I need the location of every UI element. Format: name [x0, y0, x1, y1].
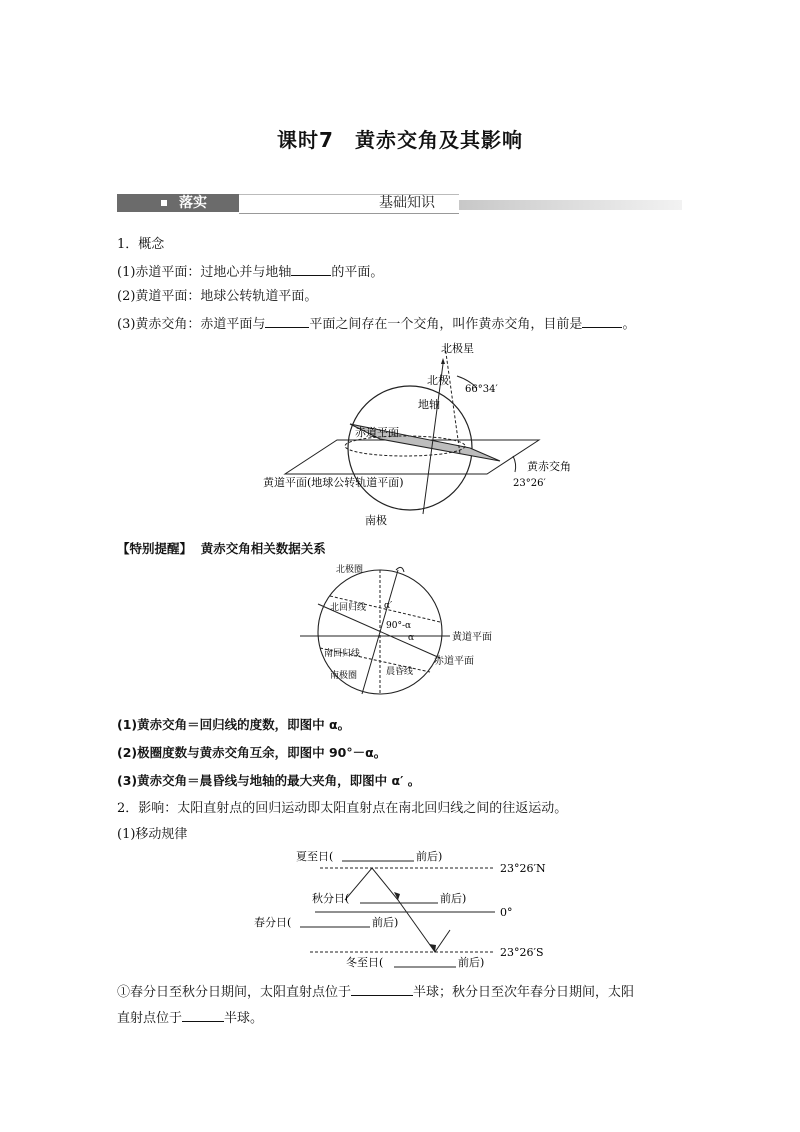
label-arctic-circle: 北极圈	[336, 565, 364, 575]
tip-text: 黄赤交角相关数据关系	[200, 541, 326, 556]
concept-obliquity-text-b: 平面之间存在一个交角，叫作黄赤交角，目前是	[309, 317, 583, 332]
arrow-icon	[429, 944, 436, 952]
answer-blank[interactable]	[182, 1008, 224, 1022]
section1-heading: 1．概念	[117, 237, 165, 252]
answer-blank[interactable]	[582, 314, 622, 328]
label-autumn-b: 前后)	[440, 892, 467, 905]
label-spring-b: 前后)	[372, 916, 399, 929]
tip-line	[117, 540, 326, 558]
section2-sub1: (1)移动规律	[117, 827, 188, 842]
note-1: (1)黄赤交角＝回归线的度数，即图中 α。	[117, 717, 351, 732]
banner-dark-block	[117, 194, 239, 212]
label-antarctic-circle: 南极圈	[330, 671, 358, 681]
label-alpha: α	[408, 633, 415, 643]
label-south-pole: 南极	[365, 514, 387, 527]
concept-equator-text-a: (1)赤道平面：过地心并与地轴	[117, 265, 292, 280]
note-3: (3)黄赤交角＝晨昏线与地轴的最大夹角，即图中 α′ 。	[117, 773, 421, 788]
label-summer-a: 夏至日(	[296, 850, 334, 863]
concept-equator-text-b: 的平面。	[331, 265, 384, 280]
label-obliquity: 黄赤交角	[527, 460, 571, 473]
page-title: 课时7 黄赤交角及其影响	[277, 128, 523, 152]
label-lat-zero: 0°	[500, 906, 513, 919]
answer-blank[interactable]	[265, 314, 309, 328]
concept-obliquity-line	[117, 314, 635, 334]
label-lat-south: 23°26′S	[500, 946, 544, 959]
tip-tag: 【特别提醒】	[117, 541, 193, 556]
question1-text-a: ①春分日至秋分日期间，太阳直射点位于	[117, 985, 352, 1000]
label-ecliptic: 黄道平面	[452, 632, 492, 643]
banner-left-label: 落实	[179, 195, 207, 211]
label-tropic-cancer: 北回归线	[330, 603, 367, 613]
north-star-icon	[441, 358, 445, 364]
label-terminator: 晨昏线	[386, 667, 414, 677]
latitude-relation-diagram	[300, 560, 520, 700]
banner-fade-bar	[459, 200, 682, 210]
answer-blank[interactable]	[291, 262, 331, 276]
section2-heading: 2．影响：太阳直射点的回归运动即太阳直射点在南北回归线之间的往返运动。	[117, 801, 568, 816]
label-equator-plane: 赤道平面	[355, 426, 399, 439]
obliquity-globe-diagram	[255, 336, 571, 528]
movement-path	[345, 868, 450, 952]
label-north-pole: 北极	[427, 374, 449, 387]
concept-obliquity-text-a: (3)黄赤交角：赤道平面与	[117, 317, 266, 332]
label-angle-top: 66°34′	[465, 384, 498, 395]
note-2: (2)极圈度数与黄赤交角互余，即图中 90°－α。	[117, 745, 387, 760]
question1-line1	[117, 982, 634, 1002]
label-summer-b: 前后)	[416, 850, 443, 863]
label-tropic-capricorn: 南回归线	[324, 649, 361, 659]
section-banner	[117, 194, 682, 214]
label-autumn-a: 秋分日(	[312, 892, 350, 905]
label-ecliptic-plane: 黄道平面(地球公转轨道平面)	[263, 476, 404, 489]
label-alpha-prime: α′	[384, 601, 393, 611]
label-north-star: 北极星	[441, 342, 474, 355]
label-equator: 赤道平面	[434, 656, 474, 667]
banner-right-label: 基础知识	[379, 195, 435, 211]
question1-text-c: 直射点位于	[117, 1011, 183, 1026]
label-winter-b: 前后)	[458, 956, 485, 969]
label-ninety-minus-alpha: 90°-α	[386, 621, 412, 631]
label-axis: 地轴	[418, 398, 440, 411]
square-bullet-icon	[161, 200, 167, 206]
concept-obliquity-text-c: 。	[622, 317, 636, 332]
label-angle-side: 23°26′	[513, 478, 546, 489]
concept-ecliptic-line: (2)黄道平面：地球公转轨道平面。	[117, 289, 318, 304]
angle-arc-side	[513, 456, 516, 472]
sun-movement-diagram	[250, 848, 560, 972]
concept-equator-line	[117, 262, 383, 282]
label-winter-a: 冬至日(	[346, 956, 384, 969]
question1-text-d: 半球。	[224, 1011, 264, 1026]
question1-line2	[117, 1008, 263, 1028]
label-lat-north: 23°26′N	[500, 862, 546, 875]
label-spring-a: 春分日(	[254, 916, 292, 929]
vertical-dashed-line	[445, 346, 460, 454]
answer-blank[interactable]	[351, 982, 413, 996]
question1-text-b: 半球；秋分日至次年春分日期间，太阳	[413, 985, 635, 1000]
